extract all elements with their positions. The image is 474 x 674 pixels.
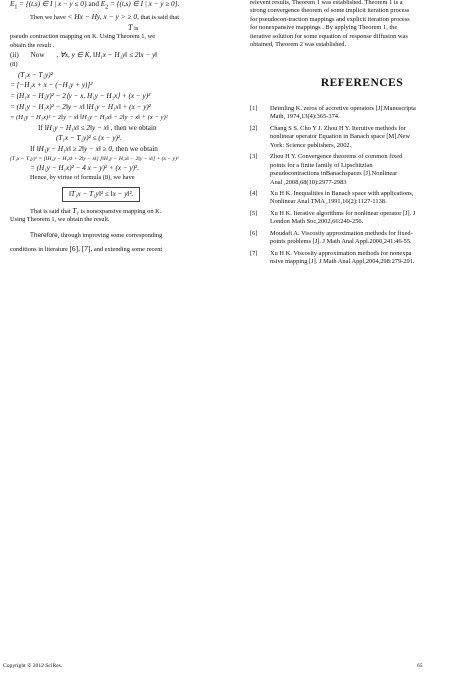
if-word: If: [38, 123, 43, 132]
sets-definition: [10, 0, 242, 12]
reference-text: Math, 1974,13(4):365-374.: [270, 113, 340, 121]
conclusion-line: iterative solution for some equation of response diffusion was: [250, 32, 408, 40]
equation-line: (T₁x − T₁y)²: [18, 70, 53, 79]
left-column: [10, 0, 242, 254]
reference-text: nonlinear operator Equation in Banach space [M].New: [270, 133, 411, 141]
equation-line: = (H₁y − H₁x)² − 2‖y − x‖ ‖H₁y − H₁x‖ − 2‖y − x‖ + (x − y)²: [10, 113, 168, 121]
result-equality: = (H₁y − H₁x)² − 4 x − y)² + (x − y)².: [30, 164, 140, 173]
result-inequality-1: (T₁x − T₁y)² ≤ (x − y)².: [56, 134, 122, 143]
if-case-1: [10, 123, 242, 134]
reference-text: Moudafi A. Viscosity approximation methods for fixed-: [270, 229, 413, 237]
references-heading: REFERENCES: [320, 76, 404, 89]
reference-text: pseudocontractions inBanachspaces [J].Nonlinear: [270, 170, 398, 178]
lipschitz-formula: ∀x, y ∈ K, ‖H₁x − H₁y‖ ≤ 2‖x − y‖: [59, 51, 158, 60]
t-is-line: [10, 23, 242, 34]
reference-text: Deimling K. zeros of accretive operators [J].Manuscripta: [270, 104, 416, 112]
using-line: Using Theorem 1, we obtain the result.: [10, 215, 110, 223]
pseudo-line: pseudo contraction mapping on K. Using Theorem 1, we: [10, 33, 156, 41]
comma-text: ,: [56, 51, 59, 60]
reference-text: Xu H K. Inequalities in Banach space with applications,: [270, 189, 414, 197]
reference-item: [250, 153, 474, 187]
reference-item: [250, 230, 474, 247]
therefore-word: Therefore: [30, 232, 58, 240]
reference-citations: [6], [7],: [69, 243, 93, 253]
reference-number: [1]: [250, 104, 258, 112]
is-text: is: [134, 24, 139, 32]
set-e1-symbol: E: [10, 0, 15, 8]
if-condition-2: ‖H₁y − H₁x‖ ≥ 2‖y − x‖ ≥ 0,: [36, 145, 114, 154]
t1-symbol: T₁: [72, 205, 79, 215]
set-e1-definition: = {(t,s) ∈ I | x − y ≤ 0}: [19, 0, 87, 8]
then-formula: < Hx − Hy, x − y > ≥ 0,: [67, 12, 139, 22]
then-line: [10, 12, 242, 22]
if-case-2: [10, 144, 242, 155]
obtain-line: obtain the result .: [10, 41, 55, 49]
case-label: (ii): [10, 51, 19, 60]
conclusion-line: relevent results, Theorem 1 was established. Theorem 1 is a: [250, 0, 403, 6]
said-text: That is said that: [30, 207, 71, 215]
then-obtain-text: then we obtain: [115, 145, 158, 154]
nonexpansive-text: is nonexpansive mapping on K.: [80, 207, 162, 215]
result-expansion: (T₁x − T₁y)² = [‖H₁y − H₁x‖ + 2‖y − x‖] [‖H₁y − H₁x‖ − 2‖y − x‖] + (x − y)²: [10, 156, 179, 163]
copyright-footer: Copyright © 2012 SciRes.: [3, 663, 63, 669]
set-e2-definition: = {(t,s) ∈ I | x − y ≥ 0}.: [109, 0, 180, 8]
page-number: 65: [417, 663, 423, 669]
reference-item: [250, 210, 474, 227]
set-e2-sub: 2: [105, 4, 109, 11]
reference-item: [250, 125, 474, 150]
nonexpansive-inequality: ‖T₁x − T₁y‖² ≤ ‖x − y‖².: [62, 187, 140, 202]
case-ii-line: [10, 50, 242, 61]
extending-text: and extending some recent: [93, 245, 163, 253]
set-e1-sub: 1: [14, 4, 18, 11]
reference-text: York: Science publishers, 2002.: [270, 141, 352, 149]
right-column: [250, 0, 474, 270]
therefore-rest: , through improving some corresponding: [57, 232, 163, 240]
reference-text: Xu H K. Iterative algorithms for nonlinear operator [J]. J: [270, 209, 416, 217]
reference-number: [3]: [250, 153, 258, 161]
reference-item: [250, 190, 474, 207]
reference-text: nsive mapping [J]. J Math Anal Appl,2004,298:279-291.: [270, 258, 415, 266]
conclusion-line: strong convergence theorem of some implicit iteration process: [250, 7, 410, 15]
reference-text: Zhou H Y. Convergence theorems of common fixed: [270, 153, 403, 161]
then-obtain-text: , then we obtain: [110, 123, 157, 132]
therefore-line: [10, 232, 242, 240]
if-condition-1: ‖H₁y − H₁x‖ ≤ 2‖y − x‖: [44, 123, 109, 132]
equation-line: = (H₁x − H₁y)² − 2⟨y − x, H₁y − H₁x⟩ + (x − y)²: [10, 92, 151, 101]
reference-number: [5]: [250, 209, 258, 217]
said-line: [10, 206, 242, 216]
then-end-text: that is said that: [140, 14, 179, 22]
reference-text: London Math Soc,2002,66:240-256.: [270, 218, 364, 226]
conditions-text: conditions in literature: [10, 245, 68, 253]
reference-text: points problems [J]. J Math Anal Appl.2000,241:46-55.: [270, 238, 412, 246]
equation-line: = [−H₁x + x − (−H₁y + y)]²: [10, 81, 93, 90]
set-e2-symbol: E: [100, 0, 106, 8]
reference-text: Nonlinear Anal TMA ,1991,16(2):1127-1138.: [270, 198, 387, 206]
reference-number: [6]: [250, 229, 258, 237]
equation-line: = (H₁y − H₁x)² − 2‖y − x‖ ‖H₁y − H₁x‖ + (x − y)²: [10, 102, 151, 111]
if-word: If: [30, 145, 35, 154]
reference-text: Chang S S. Cho Y J. Zhou H Y. Iterutive methods for: [270, 124, 406, 132]
reference-number: [7]: [250, 249, 258, 257]
reference-item: [250, 250, 474, 267]
equation-number: (8): [10, 61, 18, 69]
t-symbol: T: [128, 22, 133, 32]
conclusion-line: for nonexpansive mappings . By applying Theorem 1, the: [250, 24, 398, 32]
now-text: Now: [30, 51, 45, 60]
reference-text: Xu H K. Viscosity approximation methods for nonexpa: [270, 249, 412, 257]
then-text: Then we have: [30, 14, 66, 22]
reference-number: [4]: [250, 189, 258, 197]
conclusion-line: for pseudocon-traction mappings and explicit iteration process: [250, 15, 410, 23]
conditions-line: [10, 244, 242, 254]
reference-number: [2]: [250, 124, 258, 132]
reference-item: [250, 105, 474, 122]
conclusion-line: obtained, Theorem 2 was established.: [250, 41, 347, 49]
reference-text: Anal ,2008,68(10):2977-2983: [270, 178, 347, 186]
reference-text: points for a finite family of Lipschitzian: [270, 161, 373, 169]
hence-line: Hence, by virtue of formula (8), we have: [30, 174, 135, 182]
and-word: and: [88, 0, 99, 8]
